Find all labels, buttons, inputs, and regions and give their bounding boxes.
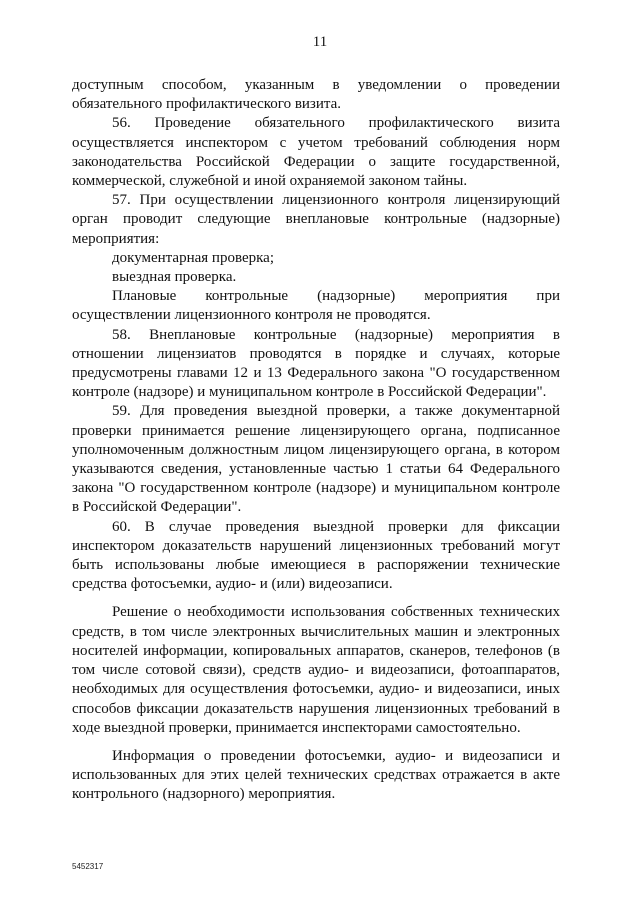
paragraph-planned-measures: Плановые контрольные (надзорные) мероприятия при осуществлении лицензионного контроля не проводятся. [72, 288, 560, 324]
paragraph-60: 60. В случае проведения выездной проверки для фиксации инспектором доказательств нарушений лицензионных требований могут быть использованы любые имеющиеся в распоряжении технические средства фотосъемки, аудио- и (или) видеозаписи. [72, 518, 560, 593]
page-number: 11 [312, 34, 328, 50]
list-item-field-check: выездная проверка. [112, 269, 237, 286]
paragraph-58: 58. Внеплановые контрольные (надзорные) мероприятия в отношении лицензиатов проводятся в порядке и случаях, которые предусмотрены главами 12 и 13 Федерального закона "О государственном контроле (надзоре) и муниципальном контроле в Российской Федерации". [72, 326, 560, 401]
paragraph-57: 57. При осуществлении лицензионного контроля лицензирующий орган проводит следующие внеплановые контрольные (надзорные) мероприятия: [72, 192, 560, 247]
paragraph-technical-means-decision: Решение о необходимости использования собственных технических средств, в том числе электронных вычислительных машин и электронных носителей информации, копировальных аппаратов, сканеров, телефонов (в том числе сотовой связи), средств аудио- и видеозаписи, фотоаппаратов, необходимых для осуществления фотосъемки, аудио- и видеозаписи, иных способов фиксации доказательств нарушения лицензионных требований в ходе выездной проверки, принимается инспекторами самостоятельно. [72, 604, 560, 736]
paragraph-continuation: доступным способом, указанным в уведомлении о проведении обязательного профилактического визита. [72, 77, 560, 113]
paragraph-59: 59. Для проведения выездной проверки, а также документарной проверки принимается решение лицензирующего органа, подписанное уполномоченным должностным лицом лицензирующего органа, в котором указываются сведения, установленные частью 1 статьи 64 Федерального закона "О государственном контроле (надзоре) и муниципальном контроле в Российской Федерации". [72, 403, 560, 516]
list-item-documentary-check: документарная проверка; [112, 249, 274, 266]
paragraph-recording-information: Информация о проведении фотосъемки, аудио- и видеозаписи и использованных для этих целей технических средствах отражается в акте контрольного (надзорного) мероприятия. [72, 747, 560, 803]
document-code: 5452317 [72, 862, 104, 871]
paragraph-56: 56. Проведение обязательного профилактического визита осуществляется инспектором с учетом требований соблюдения норм законодательства Российской Федерации о защите государственной, коммерческой, служебной и иной охраняемой законом тайны. [72, 115, 560, 190]
document-body [72, 76, 560, 805]
